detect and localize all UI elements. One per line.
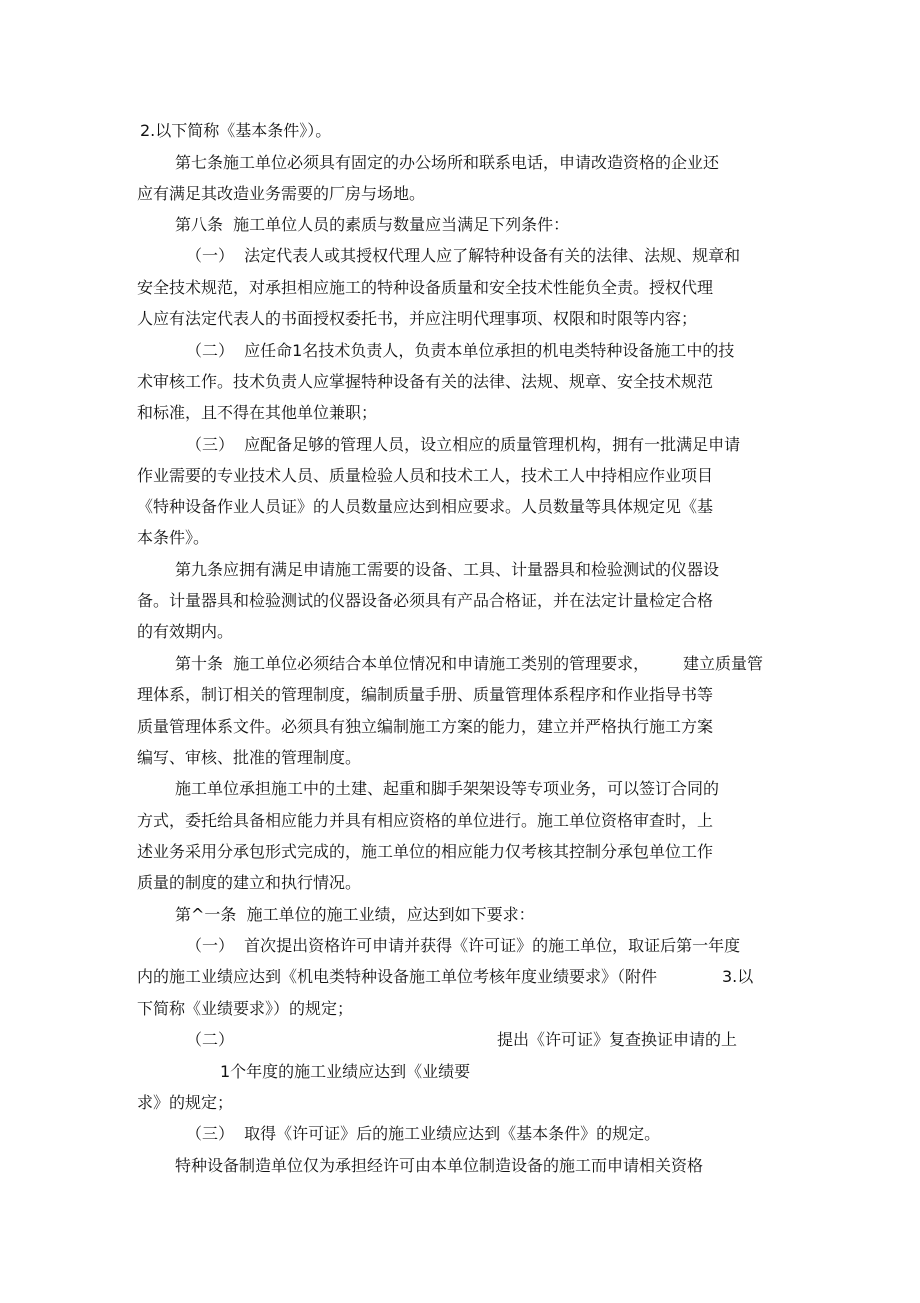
text-line: 第七条施工单位必须具有固定的办公场所和联系电话，申请改造资格的企业还 xyxy=(175,153,720,172)
text-line: （二） xyxy=(186,1030,235,1049)
text-line: 作业需要的专业技术人员、质量检验人员和技术工人，技术工人中持相应作业项目 xyxy=(137,466,714,485)
text-line: 求》的规定； xyxy=(137,1093,234,1112)
text-line: 质量的制度的建立和执行情况。 xyxy=(137,873,362,892)
text-line: 提出《许可证》复查换证申请的上 xyxy=(497,1030,738,1049)
text-line: 人应有法定代表人的书面授权委托书，并应注明代理事项、权限和时限等内容； xyxy=(137,309,698,328)
text-line: 理体系，制订相关的管理制度，编制质量手册、质量管理体系程序和作业指导书等 xyxy=(137,685,714,704)
text-line: 下简称《业绩要求》）的规定； xyxy=(137,999,354,1018)
text-line: 1个年度的施工业绩应达到《业绩要 xyxy=(220,1062,471,1081)
text-line: 内的施工业绩应达到《机电类特种设备施工单位考核年度业绩要求》（附件 xyxy=(137,967,658,986)
text-line: 本条件》。 xyxy=(137,528,210,547)
text-line: 《特种设备作业人员证》的人员数量应达到相应要求。人员数量等具体规定见《基 xyxy=(137,497,714,516)
text-line: 2.以下简称《基本条件》）。 xyxy=(140,121,332,140)
text-line: 第十条 施工单位必须结合本单位情况和申请施工类别的管理要求， xyxy=(175,654,650,673)
text-line: 应有满足其改造业务需要的厂房与场地。 xyxy=(137,184,426,203)
text-line: （一） 首次提出资格许可申请并获得《许可证》的施工单位，取证后第一年度 xyxy=(186,936,741,955)
text-line: 质量管理体系文件。必须具有独立编制施工方案的能力，建立并严格执行施工方案 xyxy=(137,717,714,736)
text-line: 特种设备制造单位仅为承担经许可由本单位制造设备的施工而申请相关资格 xyxy=(175,1156,704,1175)
text-line: 3.以 xyxy=(722,967,754,986)
text-line: （三） 取得《许可证》后的施工业绩应达到《基本条件》的规定。 xyxy=(186,1124,661,1143)
text-line: 方式，委托给具备相应能力并具有相应资格的单位进行。施工单位资格审查时，上 xyxy=(137,811,714,830)
text-line: 建立质量管 xyxy=(683,654,764,673)
text-line: （一） 法定代表人或其授权代理人应了解特种设备有关的法律、法规、规章和 xyxy=(186,246,741,265)
text-line: 的有效期内。 xyxy=(137,622,234,641)
text-line: 第^一条 施工单位的施工业绩，应达到如下要求： xyxy=(175,905,535,924)
text-line: 述业务采用分承包形式完成的，施工单位的相应能力仅考核其控制分承包单位工作 xyxy=(137,842,714,861)
text-line: 第九条应拥有满足申请施工需要的设备、工具、计量器具和检验测试的仪器设 xyxy=(175,560,720,579)
text-line: 施工单位承担施工中的土建、起重和脚手架架设等专项业务，可以签订合同的 xyxy=(175,779,720,798)
text-line: 术审核工作。技术负责人应掌握特种设备有关的法律、法规、规章、安全技术规范 xyxy=(137,372,714,391)
text-line: 安全技术规范，对承担相应施工的特种设备质量和安全技术性能负全责。授权代理 xyxy=(137,278,714,297)
text-line: 备。计量器具和检验测试的仪器设备必须具有产品合格证，并在法定计量检定合格 xyxy=(137,591,714,610)
text-line: 和标准，且不得在其他单位兼职； xyxy=(137,403,378,422)
text-line: （三） 应配备足够的管理人员，设立相应的质量管理机构，拥有一批满足申请 xyxy=(186,435,741,454)
text-line: 编写、审核、批准的管理制度。 xyxy=(137,748,362,767)
text-line: 第八条 施工单位人员的素质与数量应当满足下列条件： xyxy=(175,215,570,234)
text-line: （二） 应任命1名技术负责人，负责本单位承担的机电类特种设备施工中的技 xyxy=(186,341,735,360)
